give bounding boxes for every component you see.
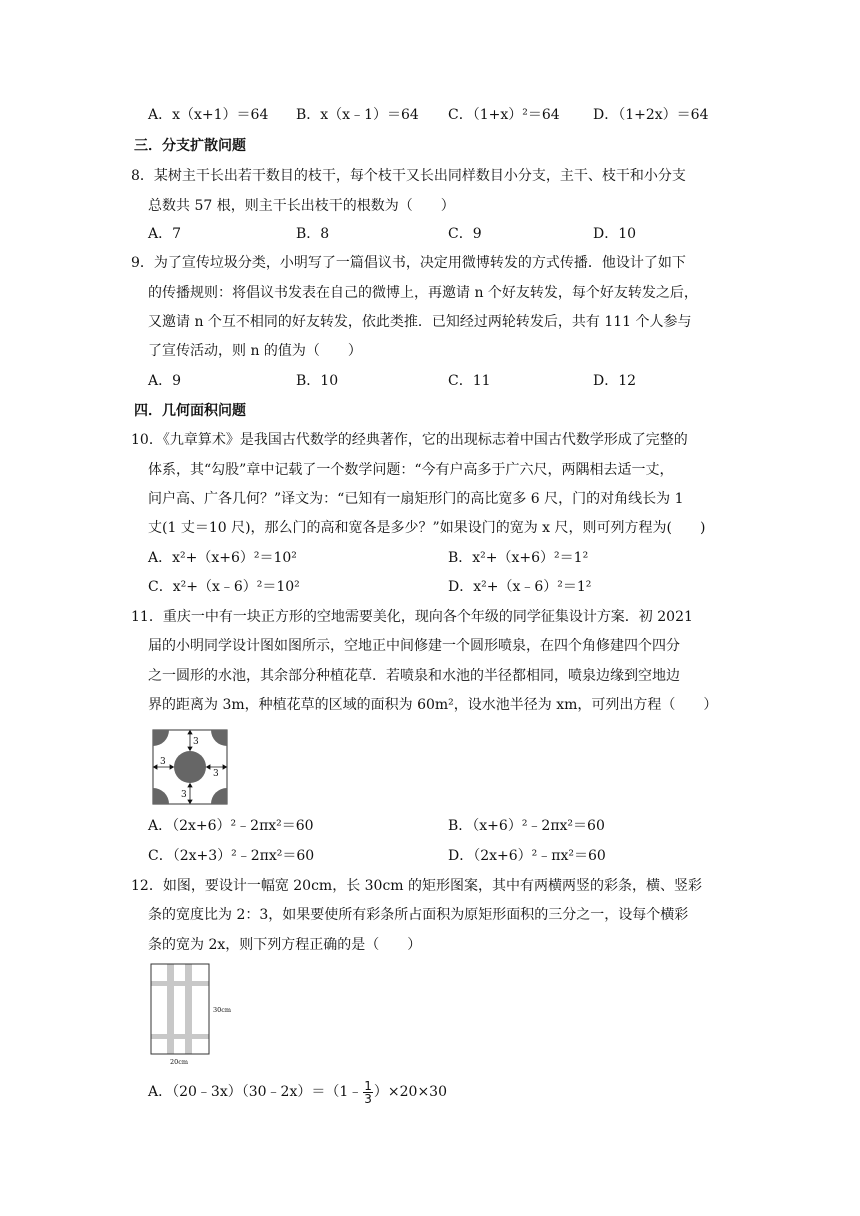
q11-option-d: D．（2x+6）²﹣πx²＝60: [448, 848, 606, 864]
label-left: 3: [160, 757, 166, 767]
q9-line-1: 9．为了宣传垃圾分类，小明写了一篇倡议书，决定用微博转发的方式传播．他设计了如下: [131, 255, 686, 271]
section-heading-4: 四．几何面积问题: [134, 403, 246, 419]
q10-option-a: A．x²+（x+6）²＝10²: [148, 550, 297, 566]
q7-option-a: A．x（x+1）＝64: [148, 107, 269, 123]
q10-option-b: B．x²+（x+6）²＝1²: [448, 550, 589, 566]
q8-line-2: 总数共 57 根，则主干长出枝干的根数为（ ）: [148, 198, 455, 214]
label-bottom: 3: [181, 790, 187, 800]
label-height: 30cm: [213, 1006, 232, 1014]
q10-line-3: 问户高、广各几何？”译文为：“已知有一扇矩形门的高比宽多 6 尺，门的对角线长为 1: [148, 491, 684, 507]
q12-line-3: 条的宽为 2x，则下列方程正确的是（ ）: [148, 937, 422, 953]
fraction-numerator: 1: [364, 1078, 372, 1093]
q8-option-a: A．7: [148, 226, 182, 242]
label-width: 20cm: [170, 1058, 189, 1066]
fraction-denominator: 3: [364, 1091, 372, 1106]
q9-line-2: 的传播规则：将倡议书发表在自己的微博上，再邀请 n 个好友转发，每个好友转发之后，: [148, 285, 698, 301]
q12-option-a-prefix: A．（20﹣3x）（30﹣2x）＝（1﹣: [148, 1084, 363, 1100]
fraction-one-third: [363, 1080, 373, 1105]
q9-option-d: D．12: [593, 373, 637, 389]
q11-option-b: B．（x+6）²﹣2πx²＝60: [448, 818, 605, 834]
q10-line-4: 丈(1 丈＝10 尺)，那么门的高和宽各是多少？”如果设门的宽为 x 尺，则可列方程为( ): [148, 520, 706, 536]
q11-line-4: 界的距离为 3m，种植花草的区域的面积为 60m²，设水池半径为 xm，可列出方程（ ）: [148, 697, 718, 713]
q11-line-2: 届的小明同学设计图如图所示，空地正中间修建一个圆形喷泉，在四个角修建四个四分: [148, 638, 680, 654]
q10-line-2: 体系，其“勾股”章中记载了一个数学问题：“今有户高多于广六尺，两隅相去适一丈，: [148, 462, 674, 478]
label-top: 3: [193, 737, 199, 747]
q12-line-1: 12．如图，要设计一幅宽 20cm，长 30cm 的矩形图案，其中有两横两竖的彩条，横、竖彩: [131, 878, 703, 894]
q11-option-c: C．（2x+3）²﹣2πx²＝60: [148, 848, 315, 864]
q11-option-a: A．（2x+6）²﹣2πx²＝60: [148, 818, 314, 834]
q10-option-c: C．x²+（x﹣6）²＝10²: [148, 579, 300, 595]
q11-line-1: 11．重庆一中有一块正方形的空地需要美化，现向各个年级的同学征集设计方案．初 2021: [131, 609, 693, 625]
fountain-design-figure: [152, 729, 228, 805]
section-heading-3: 三．分支扩散问题: [134, 138, 246, 154]
q8-option-c: C．9: [448, 226, 482, 242]
q9-line-3: 又邀请 n 个互不相同的好友转发，依此类推．已知经过两轮转发后，共有 111 个人参与: [148, 314, 692, 330]
q12-option-a: [148, 1078, 447, 1106]
stripe-design-figure: [146, 962, 242, 1068]
q12-line-2: 条的宽度比为 2：3，如果要使所有彩条所占面积为原矩形面积的三分之一，设每个横彩: [148, 907, 689, 923]
q12-option-a-suffix: ）×20×30: [373, 1084, 447, 1100]
q7-option-d: D．（1+2x）＝64: [593, 107, 709, 123]
q7-option-c: C．（1+x）²＝64: [448, 107, 560, 123]
q11-line-3: 之一圆形的水池，其余部分种植花草．若喷泉和水池的半径都相同，喷泉边缘到空地边: [148, 668, 680, 684]
q8-option-d: D．10: [593, 226, 637, 242]
q9-option-b: B．10: [296, 373, 339, 389]
q10-option-d: D．x²+（x﹣6）²＝1²: [448, 579, 592, 595]
q8-option-b: B．8: [296, 226, 330, 242]
q9-option-c: C．11: [448, 373, 491, 389]
q8-line-1: 8．某树主干长出若干数目的枝干，每个枝干又长出同样数目小分支，主干、枝干和小分支: [131, 168, 686, 184]
q10-line-1: 10．《九章算术》是我国古代数学的经典著作，它的出现标志着中国古代数学形成了完整的: [131, 432, 688, 448]
q9-line-4: 了宣传活动，则 n 的值为（ ）: [148, 343, 362, 359]
q9-option-a: A．9: [148, 373, 182, 389]
label-right: 3: [213, 769, 219, 779]
q7-option-b: B．x（x﹣1）＝64: [296, 107, 419, 123]
